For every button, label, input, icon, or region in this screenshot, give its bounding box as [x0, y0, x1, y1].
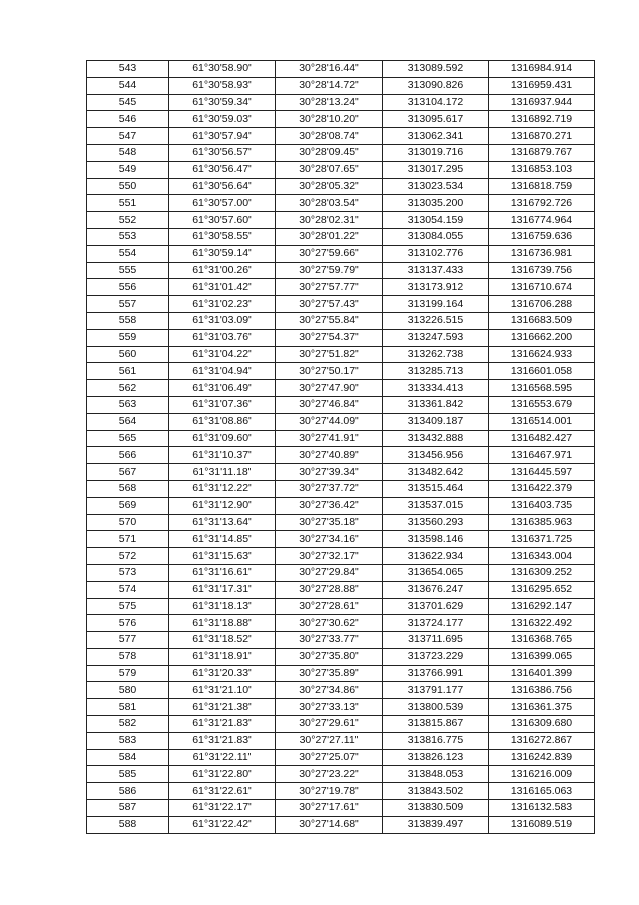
- table-row: [87, 800, 595, 817]
- y-coordinate-cell: 1316165.063: [489, 783, 595, 800]
- y-coordinate-cell: 1316662.200: [489, 329, 595, 346]
- table-row: [87, 363, 595, 380]
- x-coordinate-cell: 313724.177: [383, 615, 489, 632]
- y-coordinate-cell: 1316467.971: [489, 447, 595, 464]
- table-row: [87, 548, 595, 565]
- table-row: [87, 212, 595, 229]
- longitude-cell: 30°27'54.37": [276, 329, 383, 346]
- table-row: [87, 228, 595, 245]
- table-row: [87, 816, 595, 833]
- longitude-cell: 30°27'35.18": [276, 514, 383, 531]
- point-number-cell: 546: [87, 111, 169, 128]
- latitude-cell: 61°31'20.33": [169, 665, 276, 682]
- y-coordinate-cell: 1316568.595: [489, 380, 595, 397]
- point-number-cell: 586: [87, 783, 169, 800]
- table-row: [87, 682, 595, 699]
- table-row: [87, 77, 595, 94]
- table-row: [87, 312, 595, 329]
- y-coordinate-cell: 1316624.933: [489, 346, 595, 363]
- table-row: [87, 329, 595, 346]
- latitude-cell: 61°30'58.93": [169, 77, 276, 94]
- table-row: [87, 716, 595, 733]
- x-coordinate-cell: 313247.593: [383, 329, 489, 346]
- longitude-cell: 30°28'10.20": [276, 111, 383, 128]
- longitude-cell: 30°27'35.80": [276, 648, 383, 665]
- latitude-cell: 61°31'06.49": [169, 380, 276, 397]
- point-number-cell: 571: [87, 531, 169, 548]
- longitude-cell: 30°27'27.11": [276, 732, 383, 749]
- y-coordinate-cell: 1316892.719: [489, 111, 595, 128]
- table-row: [87, 447, 595, 464]
- y-coordinate-cell: 1316089.519: [489, 816, 595, 833]
- point-number-cell: 559: [87, 329, 169, 346]
- latitude-cell: 61°31'18.88": [169, 615, 276, 632]
- x-coordinate-cell: 313723.229: [383, 648, 489, 665]
- latitude-cell: 61°30'58.55": [169, 228, 276, 245]
- latitude-cell: 61°30'59.34": [169, 94, 276, 111]
- x-coordinate-cell: 313102.776: [383, 245, 489, 262]
- point-number-cell: 573: [87, 564, 169, 581]
- latitude-cell: 61°30'56.57": [169, 144, 276, 161]
- y-coordinate-cell: 1316553.679: [489, 396, 595, 413]
- longitude-cell: 30°27'35.89": [276, 665, 383, 682]
- point-number-cell: 588: [87, 816, 169, 833]
- table-row: [87, 396, 595, 413]
- x-coordinate-cell: 313084.055: [383, 228, 489, 245]
- point-number-cell: 543: [87, 61, 169, 78]
- latitude-cell: 61°31'03.09": [169, 312, 276, 329]
- longitude-cell: 30°27'34.16": [276, 531, 383, 548]
- longitude-cell: 30°27'32.17": [276, 548, 383, 565]
- x-coordinate-cell: 313515.464: [383, 480, 489, 497]
- longitude-cell: 30°27'28.88": [276, 581, 383, 598]
- x-coordinate-cell: 313409.187: [383, 413, 489, 430]
- latitude-cell: 61°31'00.26": [169, 262, 276, 279]
- point-number-cell: 555: [87, 262, 169, 279]
- y-coordinate-cell: 1316292.147: [489, 598, 595, 615]
- table-row: [87, 480, 595, 497]
- y-coordinate-cell: 1316272.867: [489, 732, 595, 749]
- latitude-cell: 61°30'56.64": [169, 178, 276, 195]
- y-coordinate-cell: 1316401.399: [489, 665, 595, 682]
- point-number-cell: 563: [87, 396, 169, 413]
- latitude-cell: 61°30'58.90": [169, 61, 276, 78]
- latitude-cell: 61°30'57.00": [169, 195, 276, 212]
- longitude-cell: 30°27'36.42": [276, 497, 383, 514]
- y-coordinate-cell: 1316683.509: [489, 312, 595, 329]
- longitude-cell: 30°28'13.24": [276, 94, 383, 111]
- longitude-cell: 30°28'07.65": [276, 161, 383, 178]
- latitude-cell: 61°30'56.47": [169, 161, 276, 178]
- x-coordinate-cell: 313432.888: [383, 430, 489, 447]
- x-coordinate-cell: 313560.293: [383, 514, 489, 531]
- latitude-cell: 61°31'10.37": [169, 447, 276, 464]
- point-number-cell: 566: [87, 447, 169, 464]
- longitude-cell: 30°28'08.74": [276, 128, 383, 145]
- longitude-cell: 30°28'14.72": [276, 77, 383, 94]
- y-coordinate-cell: 1316385.963: [489, 514, 595, 531]
- latitude-cell: 61°31'15.63": [169, 548, 276, 565]
- point-number-cell: 587: [87, 800, 169, 817]
- x-coordinate-cell: 313137.433: [383, 262, 489, 279]
- table-row: [87, 430, 595, 447]
- point-number-cell: 581: [87, 699, 169, 716]
- latitude-cell: 61°30'59.03": [169, 111, 276, 128]
- y-coordinate-cell: 1316774.964: [489, 212, 595, 229]
- y-coordinate-cell: 1316710.674: [489, 279, 595, 296]
- table-row: [87, 766, 595, 783]
- longitude-cell: 30°27'57.43": [276, 296, 383, 313]
- point-number-cell: 578: [87, 648, 169, 665]
- longitude-cell: 30°27'33.13": [276, 699, 383, 716]
- x-coordinate-cell: 313598.146: [383, 531, 489, 548]
- table-row: [87, 615, 595, 632]
- point-number-cell: 561: [87, 363, 169, 380]
- y-coordinate-cell: 1316361.375: [489, 699, 595, 716]
- point-number-cell: 556: [87, 279, 169, 296]
- table-row: [87, 564, 595, 581]
- longitude-cell: 30°27'50.17": [276, 363, 383, 380]
- point-number-cell: 550: [87, 178, 169, 195]
- x-coordinate-cell: 313019.716: [383, 144, 489, 161]
- longitude-cell: 30°28'03.54": [276, 195, 383, 212]
- coordinates-table-body: [87, 61, 595, 834]
- table-row: [87, 783, 595, 800]
- x-coordinate-cell: 313766.991: [383, 665, 489, 682]
- point-number-cell: 551: [87, 195, 169, 212]
- table-row: [87, 413, 595, 430]
- longitude-cell: 30°27'47.90": [276, 380, 383, 397]
- table-row: [87, 464, 595, 481]
- x-coordinate-cell: 313226.515: [383, 312, 489, 329]
- latitude-cell: 61°31'22.42": [169, 816, 276, 833]
- table-row: [87, 632, 595, 649]
- table-row: [87, 262, 595, 279]
- y-coordinate-cell: 1316601.058: [489, 363, 595, 380]
- point-number-cell: 562: [87, 380, 169, 397]
- table-row: [87, 128, 595, 145]
- y-coordinate-cell: 1316242.839: [489, 749, 595, 766]
- y-coordinate-cell: 1316984.914: [489, 61, 595, 78]
- latitude-cell: 61°31'11.18": [169, 464, 276, 481]
- table-row: [87, 732, 595, 749]
- table-row: [87, 161, 595, 178]
- x-coordinate-cell: 313262.738: [383, 346, 489, 363]
- latitude-cell: 61°30'57.60": [169, 212, 276, 229]
- x-coordinate-cell: 313848.053: [383, 766, 489, 783]
- coordinates-table: [86, 60, 595, 834]
- latitude-cell: 61°31'04.94": [169, 363, 276, 380]
- point-number-cell: 580: [87, 682, 169, 699]
- y-coordinate-cell: 1316399.065: [489, 648, 595, 665]
- y-coordinate-cell: 1316445.597: [489, 464, 595, 481]
- x-coordinate-cell: 313095.617: [383, 111, 489, 128]
- y-coordinate-cell: 1316386.756: [489, 682, 595, 699]
- y-coordinate-cell: 1316739.756: [489, 262, 595, 279]
- latitude-cell: 61°31'16.61": [169, 564, 276, 581]
- x-coordinate-cell: 313830.509: [383, 800, 489, 817]
- longitude-cell: 30°28'16.44": [276, 61, 383, 78]
- point-number-cell: 558: [87, 312, 169, 329]
- point-number-cell: 585: [87, 766, 169, 783]
- latitude-cell: 61°31'22.17": [169, 800, 276, 817]
- latitude-cell: 61°31'12.22": [169, 480, 276, 497]
- table-row: [87, 497, 595, 514]
- y-coordinate-cell: 1316295.652: [489, 581, 595, 598]
- latitude-cell: 61°30'59.14": [169, 245, 276, 262]
- latitude-cell: 61°31'22.11": [169, 749, 276, 766]
- table-row: [87, 514, 595, 531]
- longitude-cell: 30°27'40.89": [276, 447, 383, 464]
- point-number-cell: 579: [87, 665, 169, 682]
- x-coordinate-cell: 313622.934: [383, 548, 489, 565]
- point-number-cell: 552: [87, 212, 169, 229]
- x-coordinate-cell: 313654.065: [383, 564, 489, 581]
- longitude-cell: 30°27'55.84": [276, 312, 383, 329]
- point-number-cell: 574: [87, 581, 169, 598]
- longitude-cell: 30°27'19.78": [276, 783, 383, 800]
- y-coordinate-cell: 1316818.759: [489, 178, 595, 195]
- longitude-cell: 30°27'46.84": [276, 396, 383, 413]
- y-coordinate-cell: 1316514.001: [489, 413, 595, 430]
- longitude-cell: 30°27'51.82": [276, 346, 383, 363]
- x-coordinate-cell: 313361.842: [383, 396, 489, 413]
- x-coordinate-cell: 313791.177: [383, 682, 489, 699]
- table-row: [87, 581, 595, 598]
- table-row: [87, 380, 595, 397]
- x-coordinate-cell: 313815.867: [383, 716, 489, 733]
- point-number-cell: 545: [87, 94, 169, 111]
- point-number-cell: 560: [87, 346, 169, 363]
- latitude-cell: 61°31'18.13": [169, 598, 276, 615]
- longitude-cell: 30°28'09.45": [276, 144, 383, 161]
- longitude-cell: 30°27'41.91": [276, 430, 383, 447]
- y-coordinate-cell: 1316792.726: [489, 195, 595, 212]
- latitude-cell: 61°31'09.60": [169, 430, 276, 447]
- y-coordinate-cell: 1316482.427: [489, 430, 595, 447]
- y-coordinate-cell: 1316343.004: [489, 548, 595, 565]
- latitude-cell: 61°31'22.61": [169, 783, 276, 800]
- table-row: [87, 178, 595, 195]
- x-coordinate-cell: 313843.502: [383, 783, 489, 800]
- latitude-cell: 61°31'07.36": [169, 396, 276, 413]
- x-coordinate-cell: 313062.341: [383, 128, 489, 145]
- x-coordinate-cell: 313054.159: [383, 212, 489, 229]
- longitude-cell: 30°28'05.32": [276, 178, 383, 195]
- latitude-cell: 61°31'04.22": [169, 346, 276, 363]
- latitude-cell: 61°31'18.52": [169, 632, 276, 649]
- y-coordinate-cell: 1316759.636: [489, 228, 595, 245]
- x-coordinate-cell: 313090.826: [383, 77, 489, 94]
- latitude-cell: 61°31'18.91": [169, 648, 276, 665]
- document-page: [86, 60, 594, 834]
- point-number-cell: 577: [87, 632, 169, 649]
- y-coordinate-cell: 1316403.735: [489, 497, 595, 514]
- point-number-cell: 565: [87, 430, 169, 447]
- table-row: [87, 665, 595, 682]
- y-coordinate-cell: 1316309.680: [489, 716, 595, 733]
- point-number-cell: 572: [87, 548, 169, 565]
- point-number-cell: 544: [87, 77, 169, 94]
- latitude-cell: 61°31'02.23": [169, 296, 276, 313]
- latitude-cell: 61°31'12.90": [169, 497, 276, 514]
- x-coordinate-cell: 313017.295: [383, 161, 489, 178]
- y-coordinate-cell: 1316879.767: [489, 144, 595, 161]
- x-coordinate-cell: 313334.413: [383, 380, 489, 397]
- x-coordinate-cell: 313816.775: [383, 732, 489, 749]
- table-row: [87, 94, 595, 111]
- x-coordinate-cell: 313035.200: [383, 195, 489, 212]
- x-coordinate-cell: 313173.912: [383, 279, 489, 296]
- latitude-cell: 61°31'21.10": [169, 682, 276, 699]
- table-row: [87, 61, 595, 78]
- point-number-cell: 582: [87, 716, 169, 733]
- point-number-cell: 548: [87, 144, 169, 161]
- table-row: [87, 699, 595, 716]
- latitude-cell: 61°31'21.83": [169, 716, 276, 733]
- y-coordinate-cell: 1316422.379: [489, 480, 595, 497]
- longitude-cell: 30°27'39.34": [276, 464, 383, 481]
- y-coordinate-cell: 1316706.288: [489, 296, 595, 313]
- latitude-cell: 61°31'14.85": [169, 531, 276, 548]
- point-number-cell: 564: [87, 413, 169, 430]
- latitude-cell: 61°31'08.86": [169, 413, 276, 430]
- y-coordinate-cell: 1316309.252: [489, 564, 595, 581]
- y-coordinate-cell: 1316132.583: [489, 800, 595, 817]
- point-number-cell: 553: [87, 228, 169, 245]
- table-row: [87, 144, 595, 161]
- longitude-cell: 30°27'28.61": [276, 598, 383, 615]
- y-coordinate-cell: 1316937.944: [489, 94, 595, 111]
- y-coordinate-cell: 1316368.765: [489, 632, 595, 649]
- y-coordinate-cell: 1316870.271: [489, 128, 595, 145]
- x-coordinate-cell: 313285.713: [383, 363, 489, 380]
- x-coordinate-cell: 313023.534: [383, 178, 489, 195]
- latitude-cell: 61°31'21.83": [169, 732, 276, 749]
- y-coordinate-cell: 1316853.103: [489, 161, 595, 178]
- point-number-cell: 568: [87, 480, 169, 497]
- longitude-cell: 30°27'17.61": [276, 800, 383, 817]
- x-coordinate-cell: 313839.497: [383, 816, 489, 833]
- longitude-cell: 30°27'23.22": [276, 766, 383, 783]
- x-coordinate-cell: 313537.015: [383, 497, 489, 514]
- point-number-cell: 567: [87, 464, 169, 481]
- table-row: [87, 296, 595, 313]
- x-coordinate-cell: 313104.172: [383, 94, 489, 111]
- longitude-cell: 30°28'02.31": [276, 212, 383, 229]
- latitude-cell: 61°31'17.31": [169, 581, 276, 598]
- longitude-cell: 30°27'59.66": [276, 245, 383, 262]
- table-row: [87, 195, 595, 212]
- x-coordinate-cell: 313711.695: [383, 632, 489, 649]
- table-row: [87, 346, 595, 363]
- point-number-cell: 554: [87, 245, 169, 262]
- longitude-cell: 30°27'44.09": [276, 413, 383, 430]
- point-number-cell: 576: [87, 615, 169, 632]
- point-number-cell: 549: [87, 161, 169, 178]
- longitude-cell: 30°27'14.68": [276, 816, 383, 833]
- y-coordinate-cell: 1316322.492: [489, 615, 595, 632]
- table-row: [87, 598, 595, 615]
- point-number-cell: 570: [87, 514, 169, 531]
- x-coordinate-cell: 313800.539: [383, 699, 489, 716]
- table-row: [87, 111, 595, 128]
- longitude-cell: 30°27'30.62": [276, 615, 383, 632]
- y-coordinate-cell: 1316371.725: [489, 531, 595, 548]
- y-coordinate-cell: 1316216.009: [489, 766, 595, 783]
- table-row: [87, 245, 595, 262]
- longitude-cell: 30°28'01.22": [276, 228, 383, 245]
- y-coordinate-cell: 1316736.981: [489, 245, 595, 262]
- table-row: [87, 531, 595, 548]
- point-number-cell: 569: [87, 497, 169, 514]
- x-coordinate-cell: 313676.247: [383, 581, 489, 598]
- x-coordinate-cell: 313456.956: [383, 447, 489, 464]
- point-number-cell: 584: [87, 749, 169, 766]
- point-number-cell: 583: [87, 732, 169, 749]
- longitude-cell: 30°27'34.86": [276, 682, 383, 699]
- latitude-cell: 61°31'21.38": [169, 699, 276, 716]
- latitude-cell: 61°31'03.76": [169, 329, 276, 346]
- longitude-cell: 30°27'25.07": [276, 749, 383, 766]
- point-number-cell: 547: [87, 128, 169, 145]
- latitude-cell: 61°31'13.64": [169, 514, 276, 531]
- latitude-cell: 61°31'01.42": [169, 279, 276, 296]
- x-coordinate-cell: 313089.592: [383, 61, 489, 78]
- table-row: [87, 279, 595, 296]
- longitude-cell: 30°27'57.77": [276, 279, 383, 296]
- longitude-cell: 30°27'33.77": [276, 632, 383, 649]
- x-coordinate-cell: 313701.629: [383, 598, 489, 615]
- table-row: [87, 749, 595, 766]
- latitude-cell: 61°31'22.80": [169, 766, 276, 783]
- latitude-cell: 61°30'57.94": [169, 128, 276, 145]
- x-coordinate-cell: 313199.164: [383, 296, 489, 313]
- longitude-cell: 30°27'29.84": [276, 564, 383, 581]
- x-coordinate-cell: 313826.123: [383, 749, 489, 766]
- longitude-cell: 30°27'29.61": [276, 716, 383, 733]
- point-number-cell: 575: [87, 598, 169, 615]
- longitude-cell: 30°27'37.72": [276, 480, 383, 497]
- longitude-cell: 30°27'59.79": [276, 262, 383, 279]
- y-coordinate-cell: 1316959.431: [489, 77, 595, 94]
- point-number-cell: 557: [87, 296, 169, 313]
- x-coordinate-cell: 313482.642: [383, 464, 489, 481]
- table-row: [87, 648, 595, 665]
